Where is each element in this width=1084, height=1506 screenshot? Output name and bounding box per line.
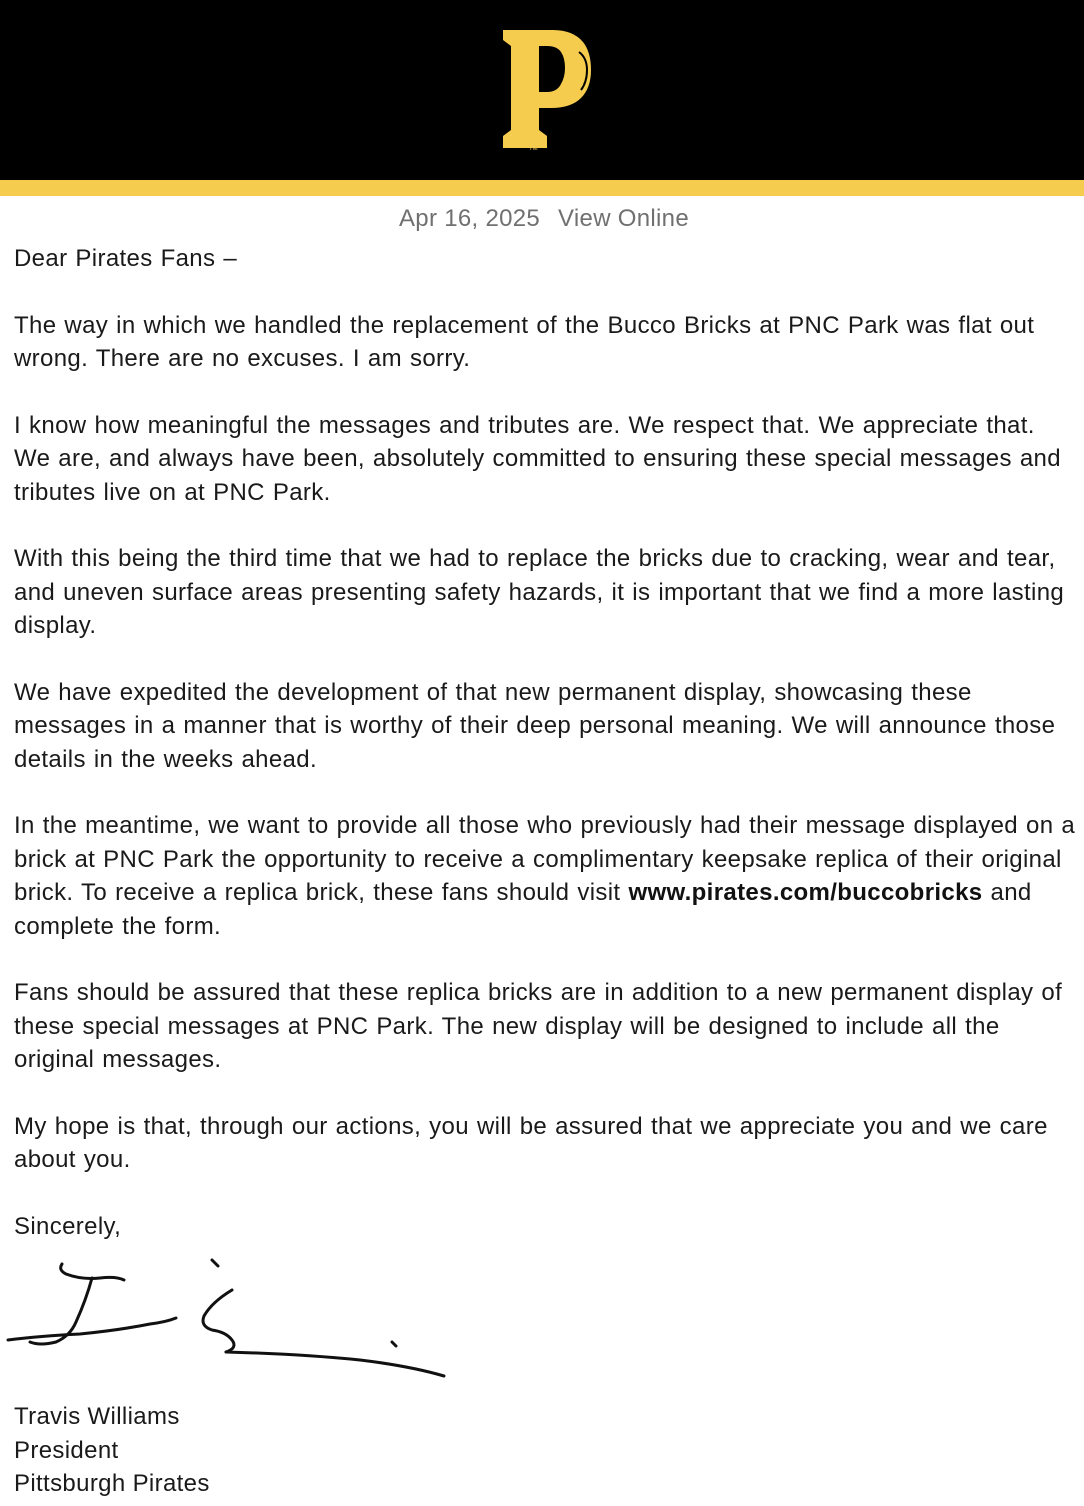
signoff-block (14, 1400, 210, 1501)
letter-greeting: Dear Pirates Fans – (14, 245, 238, 272)
letter-paragraph-with-link (14, 809, 1076, 943)
letter-paragraph: With this being the third time that we had to replace the bricks due to cracking, wear and tear, and uneven surface areas presenting safety hazards, it is important that we find a more lasting display. (14, 545, 1065, 639)
signer-organization: Pittsburgh Pirates (14, 1470, 210, 1497)
letter-paragraph: We have expedited the development of that new permanent display, showcasing these messages in a manner that is worthy of their deep personal meaning. We will announce those details in the weeks ahead. (14, 678, 1056, 773)
email-meta-line (0, 205, 1084, 233)
letter-paragraph: I know how meaningful the messages and tributes are. We respect that. We appreciate that. We are, and always have been, absolutely committed to ensuring these special messages and tributes live on at PNC Park. (14, 411, 1061, 506)
signer-title: President (14, 1436, 119, 1464)
letter-closing: Sincerely, (14, 1212, 122, 1240)
signer-name: Travis Williams (14, 1403, 180, 1430)
letter-paragraph: Fans should be assured that these replica bricks are in addition to a new permanent display of these special messages at PNC Park. The new display will be designed to include all the original messages. (14, 979, 1063, 1073)
handwritten-signature-icon (0, 1250, 460, 1390)
svg-text:TM: TM (529, 146, 538, 152)
gold-accent-stripe (0, 180, 1084, 196)
letter-body (14, 242, 1076, 1276)
buccobricks-link[interactable]: www.pirates.com/buccobricks (628, 879, 983, 906)
email-date: Apr 16, 2025 (399, 205, 541, 232)
letter-paragraph-text: In the meantime, we want to provide all those who previously had their message displayed on a brick at PNC Park the opportunity to receive a complimentary keepsake replica of their original brick. To receive a replica brick, these fans should visit (14, 812, 1076, 906)
email-header-banner (0, 0, 1084, 180)
letter-paragraph: The way in which we handled the replacement of the Bucco Bricks at PNC Park was flat out wrong. There are no excuses. I am sorry. (14, 311, 1035, 372)
pirates-p-logo-icon (495, 22, 595, 154)
link-suffix-text: and complete the form. (14, 879, 1032, 940)
view-online-link[interactable]: View Online (558, 205, 689, 232)
letter-paragraph: My hope is that, through our actions, you will be assured that we appreciate you and we care about you. (14, 1112, 1048, 1173)
